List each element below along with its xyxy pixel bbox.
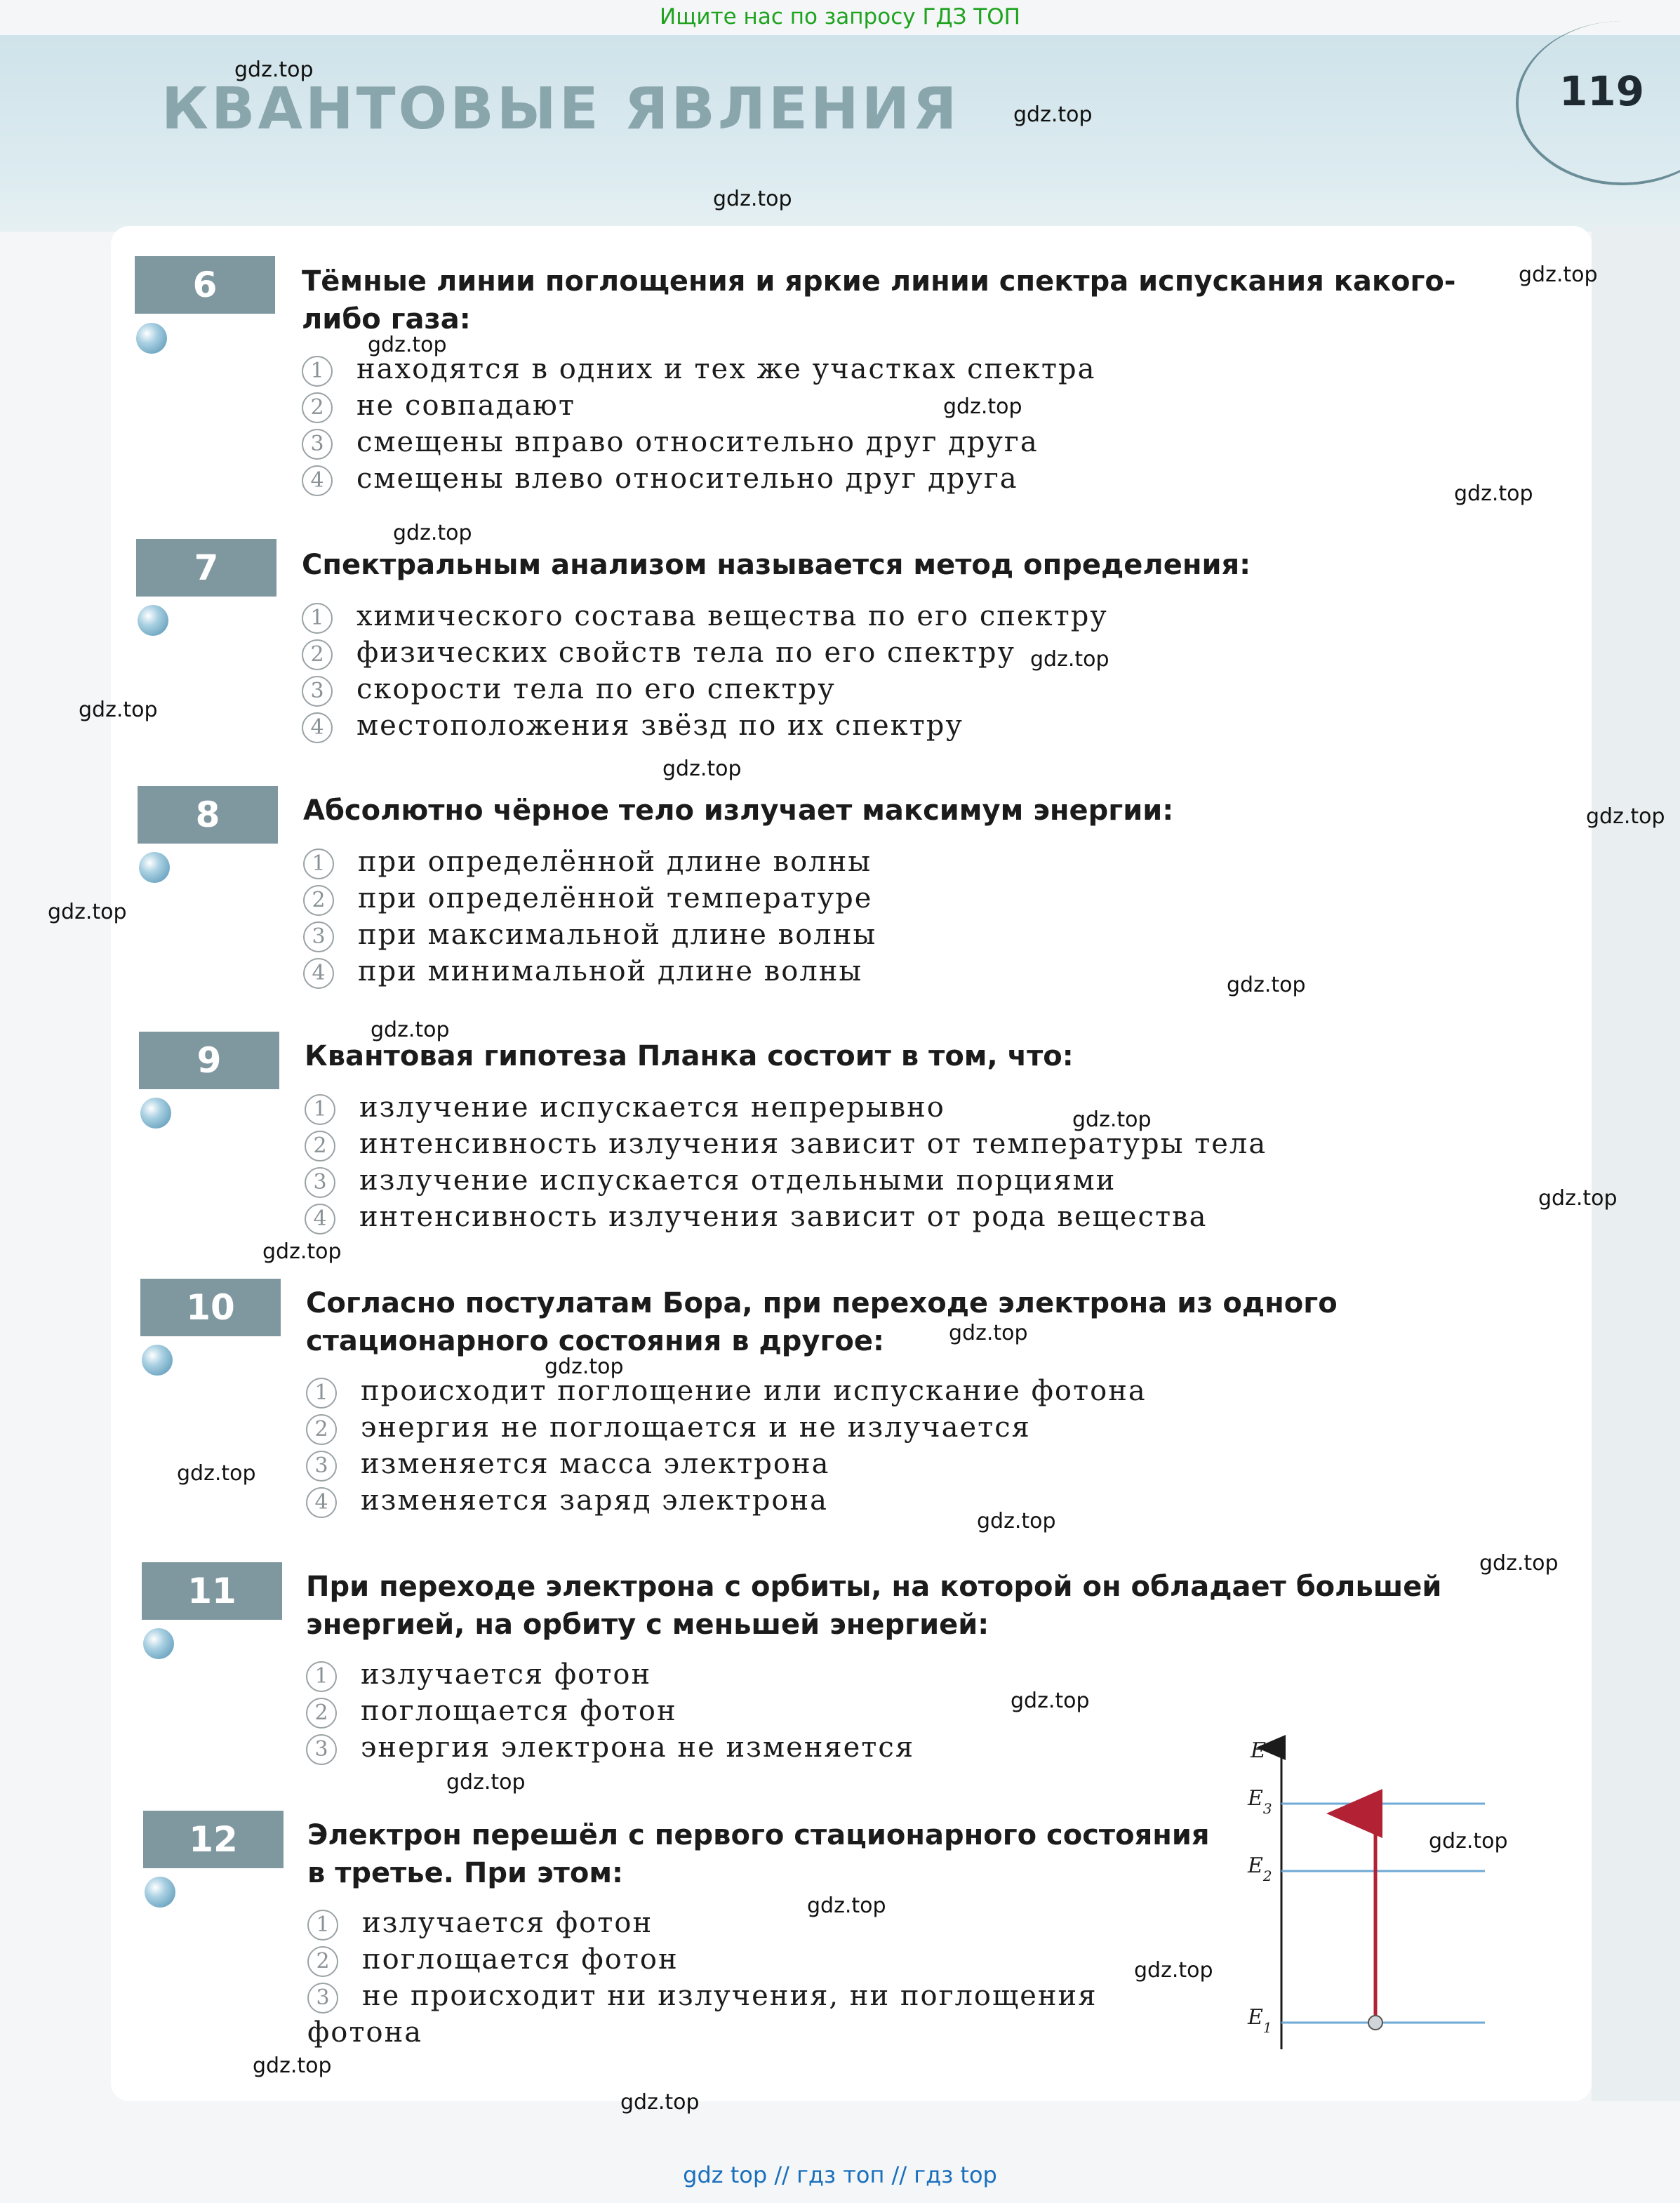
question-8-option-2[interactable]: 2 при определённой температуре	[303, 880, 872, 917]
question-10-badge: 10	[140, 1279, 281, 1336]
question-8-marker	[139, 852, 170, 883]
question-8-badge: 8	[138, 786, 278, 844]
question-11-option-2[interactable]: 2 поглощается фотон	[306, 1693, 677, 1729]
option-number-icon: 2	[302, 639, 333, 670]
option-number-icon: 1	[303, 848, 334, 879]
question-8-option-1[interactable]: 1 при определённой длине волны	[303, 844, 872, 880]
option-number-icon: 3	[306, 1734, 337, 1765]
top-banner[interactable]: Ищите нас по запросу ГДЗ ТОП	[660, 4, 1020, 29]
watermark[interactable]: gdz.top	[48, 900, 127, 924]
watermark[interactable]: gdz.top	[620, 2090, 700, 2115]
watermark[interactable]: gdz.top	[79, 698, 158, 722]
question-10-marker	[142, 1345, 173, 1376]
option-number-icon: 3	[302, 676, 333, 707]
question-11-option-3[interactable]: 3 энергия электрона не изменяется	[306, 1729, 914, 1766]
question-10-option-1[interactable]: 1 происходит поглощение или испускание фотона	[306, 1373, 1147, 1409]
watermark[interactable]: gdz.top	[1030, 647, 1109, 672]
watermark[interactable]: gdz.top	[234, 58, 314, 82]
watermark[interactable]: gdz.top	[1538, 1186, 1618, 1211]
question-11-badge: 11	[142, 1562, 282, 1620]
question-6-option-3[interactable]: 3 смещены вправо относительно друг друга	[302, 424, 1039, 460]
watermark[interactable]: gdz.top	[943, 394, 1022, 419]
electron-dot	[1368, 2016, 1382, 2030]
question-6-option-1[interactable]: 1 находятся в одних и тех же участках спектра	[302, 351, 1095, 387]
watermark[interactable]: gdz.top	[371, 1018, 450, 1042]
question-7-option-4[interactable]: 4 местоположения звёзд по их спектру	[302, 707, 964, 744]
question-8-text: Абсолютно чёрное тело излучает максимум энергии:	[303, 794, 1174, 827]
question-12-option-3[interactable]: 3 не происходит ни излучения, ни поглощения фотона	[307, 1980, 1098, 2049]
watermark[interactable]: gdz.top	[1072, 1107, 1152, 1132]
option-number-icon: 4	[305, 1204, 335, 1234]
question-7-option-1[interactable]: 1 химического состава вещества по его спектру	[302, 598, 1108, 634]
question-12-option-2[interactable]: 2 поглощается фотон	[307, 1941, 679, 1978]
watermark[interactable]: gdz.top	[1429, 1829, 1508, 1853]
question-11-option-1[interactable]: 1 излучается фотон	[306, 1656, 651, 1693]
question-12-badge: 12	[143, 1811, 284, 1868]
option-number-icon: 1	[305, 1094, 335, 1125]
watermark[interactable]: gdz.top	[977, 1509, 1056, 1533]
option-number-icon: 1	[302, 603, 333, 634]
question-9-option-2[interactable]: 2 интенсивность излучения зависит от температуры тела	[305, 1126, 1267, 1162]
watermark[interactable]: gdz.top	[1011, 1689, 1090, 1713]
next-page-edge	[1592, 226, 1680, 2101]
option-number-icon: 3	[303, 921, 334, 952]
watermark[interactable]: gdz.top	[1134, 1958, 1213, 1983]
question-7-text: Спектральным анализом называется метод определения:	[302, 549, 1251, 581]
question-6-marker	[136, 323, 167, 354]
level-e2-label: $E_2$	[1248, 1853, 1272, 1884]
watermark[interactable]: gdz.top	[1586, 804, 1665, 829]
level-e3-label: $E_3$	[1248, 1786, 1272, 1817]
question-9-marker	[140, 1098, 171, 1129]
watermark[interactable]: gdz.top	[253, 2054, 332, 2078]
option-number-icon: 2	[303, 885, 334, 916]
page-title: КВАНТОВЫЕ ЯВЛЕНИЯ	[161, 76, 960, 142]
question-7-option-3[interactable]: 3 скорости тела по его спектру	[302, 671, 836, 707]
question-12-option-1[interactable]: 1 излучается фотон	[307, 1905, 653, 1941]
watermark[interactable]: gdz.top	[949, 1321, 1028, 1345]
question-7-option-2[interactable]: 2 физических свойств тела по его спектру	[302, 634, 1015, 671]
watermark[interactable]: gdz.top	[545, 1355, 624, 1379]
question-9-text: Квантовая гипотеза Планка состоит в том, что:	[305, 1040, 1074, 1072]
question-9-option-1[interactable]: 1 излучение испускается непрерывно	[305, 1089, 945, 1126]
question-8-option-4[interactable]: 4 при минимальной длине волны	[303, 953, 862, 990]
question-6-option-2[interactable]: 2 не совпадают	[302, 387, 575, 424]
question-10-option-2[interactable]: 2 энергия не поглощается и не излучается	[306, 1409, 1031, 1446]
watermark[interactable]: gdz.top	[177, 1461, 256, 1486]
watermark[interactable]: gdz.top	[807, 1893, 886, 1918]
watermark[interactable]: gdz.top	[446, 1770, 526, 1795]
watermark[interactable]: gdz.top	[1013, 102, 1093, 127]
option-number-icon: 1	[306, 1378, 337, 1409]
question-11-marker	[143, 1628, 174, 1659]
option-number-icon: 3	[305, 1167, 335, 1198]
question-7-marker	[138, 605, 168, 636]
question-7-badge: 7	[136, 539, 276, 597]
option-number-icon: 4	[302, 465, 333, 496]
page-number: 119	[1559, 67, 1645, 115]
question-10-option-4[interactable]: 4 изменяется заряд электрона	[306, 1482, 828, 1519]
question-9-option-3[interactable]: 3 излучение испускается отдельными порциями	[305, 1162, 1116, 1199]
option-number-icon: 4	[302, 712, 333, 743]
option-number-icon: 4	[306, 1487, 337, 1518]
energy-level-diagram	[1235, 1726, 1495, 2056]
question-11-text: При переходе электрона с орбиты, на которой он обладает большей энергией, на орбиту с меньшей энергией:	[306, 1571, 1442, 1641]
option-number-icon: 1	[302, 356, 333, 387]
question-6-option-4[interactable]: 4 смещены влево относительно друг друга	[302, 460, 1018, 497]
option-number-icon: 3	[307, 1983, 338, 2014]
watermark[interactable]: gdz.top	[1454, 481, 1533, 506]
option-number-icon: 1	[307, 1910, 338, 1941]
question-10-text: Согласно постулатам Бора, при переходе электрона из одного стационарного состояния в другое:	[306, 1287, 1338, 1357]
option-number-icon: 1	[306, 1661, 337, 1692]
option-number-icon: 2	[305, 1131, 335, 1162]
option-number-icon: 2	[302, 392, 333, 423]
watermark[interactable]: gdz.top	[662, 757, 742, 781]
question-9-badge: 9	[139, 1032, 279, 1089]
question-6-text: Тёмные линии поглощения и яркие линии спектра испускания какого-либо газа:	[302, 265, 1456, 335]
axis-label: E	[1251, 1738, 1266, 1763]
option-number-icon: 2	[306, 1414, 337, 1445]
option-number-icon: 2	[307, 1946, 338, 1977]
question-12-text: Электрон перешёл с первого стационарного состояния в третье. При этом:	[307, 1819, 1210, 1889]
option-number-icon: 3	[306, 1451, 337, 1482]
option-number-icon: 3	[302, 429, 333, 460]
watermark[interactable]: gdz.top	[713, 187, 792, 211]
level-e1-label: $E_1$	[1248, 2005, 1272, 2036]
watermark[interactable]: gdz.top	[1479, 1551, 1559, 1576]
question-12-marker	[145, 1877, 175, 1908]
watermark[interactable]: gdz.top	[393, 521, 472, 545]
question-6-badge: 6	[135, 256, 275, 314]
option-number-icon: 4	[303, 958, 334, 989]
option-number-icon: 2	[306, 1698, 337, 1729]
watermark[interactable]: gdz.top	[1227, 973, 1306, 997]
watermark[interactable]: gdz.top	[262, 1239, 342, 1264]
question-10-option-3[interactable]: 3 изменяется масса электрона	[306, 1446, 829, 1482]
footer-links[interactable]: gdz top // гдз топ // гдз top	[683, 2162, 997, 2188]
watermark[interactable]: gdz.top	[368, 333, 447, 357]
watermark[interactable]: gdz.top	[1519, 262, 1598, 287]
question-9-option-4[interactable]: 4 интенсивность излучения зависит от рода вещества	[305, 1199, 1207, 1235]
question-8-option-3[interactable]: 3 при максимальной длине волны	[303, 917, 876, 953]
